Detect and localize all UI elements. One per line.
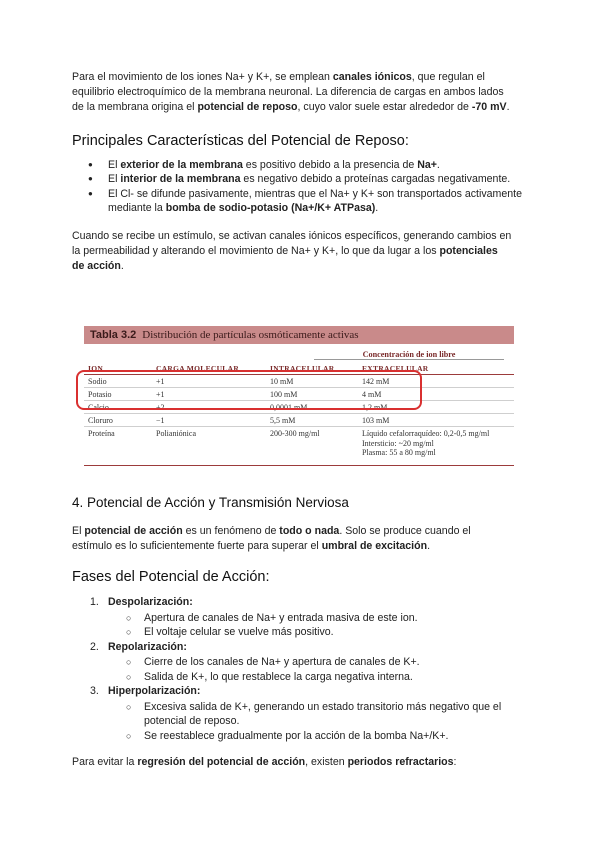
- section-heading-resting-potential: Principales Características del Potencial de Reposo:: [72, 132, 409, 149]
- table-row: Potasio +1 100 mM 4 mM: [84, 388, 514, 401]
- list-item: ○ Excesiva salida de K+, generando un estado transitorio más negativo que el potencial de reposo.: [108, 700, 532, 729]
- section-heading-action-potential: 4. Potencial de Acción y Transmisión Nerviosa: [72, 495, 349, 510]
- list-item: ○ Se reestablece gradualmente por la acción de la bomba Na+/K+.: [108, 729, 532, 744]
- list-item: ● El Cl- se difunde pasivamente, mientras que el Na+ y K+ son transportados activamente mediante la bomba de sodio-potasio (Na+/K+ ATPasa).: [72, 187, 532, 216]
- table-row: Calcio +2 0,0001 mM 1,2 mM: [84, 401, 514, 414]
- intro-paragraph: Para el movimiento de los iones Na+ y K+, se emplean canales iónicos, que regulan el equilibrio electroquímico de la membrana neuronal. La diferencia de cargas en ambos lados de la membrana origina el potencial de reposo, cuyo valor suele estar alrededor de -70 mV.: [72, 71, 510, 114]
- section-heading-phases: Fases del Potencial de Acción:: [72, 569, 270, 586]
- resting-potential-list: [72, 158, 532, 216]
- sodium-potassium-highlight: [76, 370, 422, 410]
- document-body-lower: [72, 494, 532, 771]
- list-item: ○ Apertura de canales de Na+ y entrada masiva de este ion.: [108, 611, 532, 626]
- list-item: 2. Repolarización: ○ Cierre de los canales de Na+ y apertura de canales de K+. ○ Salida de K+, lo que restablece la carga negativa interna.: [72, 640, 532, 685]
- table-header-row: ION CARGA MOLECULAR INTRACELULAR EXTRACELULAR: [84, 362, 514, 375]
- list-item: ● El interior de la membrana es negativo debido a proteínas cargadas negativamente.: [72, 172, 532, 187]
- list-item: ○ Salida de K+, lo que restablece la carga negativa interna.: [108, 670, 532, 685]
- closing-paragraph: Para evitar la regresión del potencial de acción, existen periodos refractarios:: [72, 756, 457, 769]
- list-item: 1. Despolarización: ○ Apertura de canales de Na+ y entrada masiva de este ion. ○ El voltaje celular se vuelve más positivo.: [72, 595, 532, 640]
- table-row: Cloruro −1 5,5 mM 103 mM: [84, 414, 514, 427]
- table-caption: Tabla 3.2 Distribución de partículas osmóticamente activas: [84, 326, 514, 344]
- table-row: Proteína Polianiónica 200-300 mg/ml Líquido cefalorraquídeo: 0,2-0,5 mg/ml Intersticio: ~20 mg/ml Plasma: 55 a 80 mg/ml: [84, 427, 514, 466]
- table-row: Sodio +1 10 mM 142 mM: [84, 375, 514, 388]
- document-body: [72, 70, 532, 274]
- list-item: ● El exterior de la membrana es positivo debido a la presencia de Na+.: [72, 158, 532, 173]
- table-group-header: Concentración de ion libre: [84, 344, 514, 362]
- list-item: ○ El voltaje celular se vuelve más positivo.: [108, 625, 532, 640]
- list-item: ○ Cierre de los canales de Na+ y apertura de canales de K+.: [108, 655, 532, 670]
- stimulus-paragraph: Cuando se recibe un estímulo, se activan canales iónicos específicos, generando cambios en la permeabilidad y alterando el movimiento de Na+ y K+, lo que da lugar a los potenciales de acción.: [72, 229, 512, 273]
- action-potential-paragraph: El potencial de acción es un fenómeno de todo o nada. Solo se produce cuando el estímulo es lo suficientemente fuerte para superar el umbral de excitación.: [72, 525, 471, 553]
- list-item: 3. Hiperpolarización: ○ Excesiva salida de K+, generando un estado transitorio más negativo que el potencial de reposo. ○ Se reestablece gradualmente por la acción de la bomba Na+/K+.: [72, 684, 532, 743]
- phases-list: [72, 595, 532, 743]
